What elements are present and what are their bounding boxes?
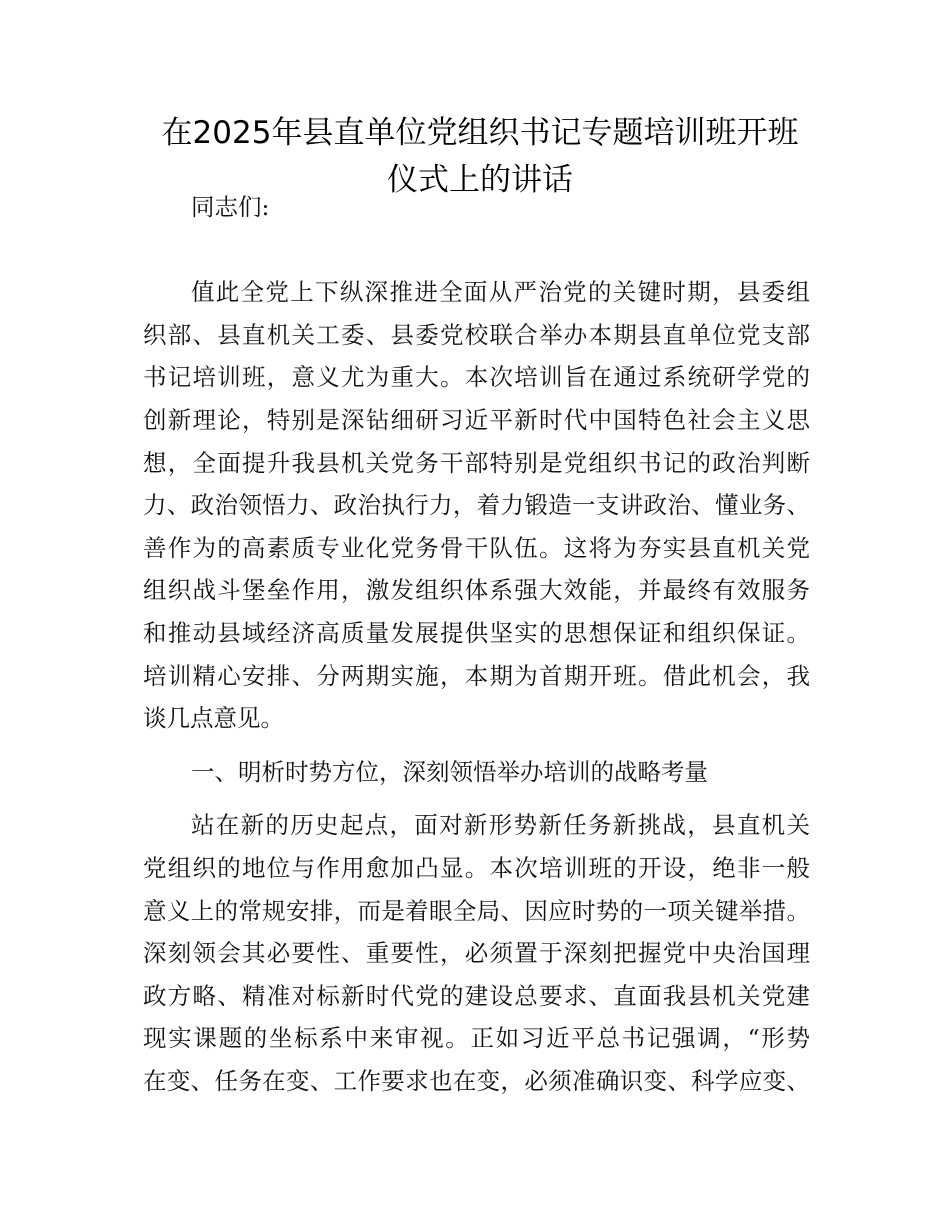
paragraph bbox=[143, 271, 810, 740]
text-line: 力、政治领悟力、政治执行力，着力锻造一支讲政治、懂业务、 bbox=[143, 491, 810, 520]
text-line: 书记培训班，意义尤为重大。本次培训旨在通过系统研学党的 bbox=[143, 363, 810, 392]
text-line: 深刻领会其必要性、重要性，必须置于深刻把握党中央治国理 bbox=[143, 939, 810, 968]
text-line: 在变、任务在变、工作要求也在变，必须准确识变、科学应变、 bbox=[143, 1066, 810, 1095]
document-body bbox=[143, 186, 810, 1102]
text-line: 想，全面提升我县机关党务干部特别是党组织书记的政治判断 bbox=[143, 448, 810, 477]
text-line: 善作为的高素质专业化党务骨干队伍。这将为夯实县直机关党 bbox=[143, 533, 810, 562]
text-line: 值此全党上下纵深推进全面从严治党的关键时期，县委组 bbox=[191, 278, 810, 307]
text-line: 织部、县直机关工委、县委党校联合举办本期县直单位党支部 bbox=[143, 320, 810, 349]
text-line: 培训精心安排、分两期实施，本期为首期开班。借此机会，我 bbox=[143, 661, 810, 690]
section-heading bbox=[143, 751, 810, 794]
document-title-line-1: 在2025年县直单位党组织书记专题培训班开班 bbox=[161, 115, 799, 151]
text-line: 现实课题的坐标系中来审视。正如习近平总书记强调，“形势 bbox=[143, 1024, 810, 1053]
salutation: 同志们: bbox=[191, 193, 270, 221]
paragraph bbox=[143, 804, 810, 1102]
document-title-line-2: 仪式上的讲话 bbox=[387, 162, 573, 198]
text-line: 一、明析时势方位，深刻领悟举办培训的战略考量 bbox=[191, 757, 708, 786]
text-line: 和推动县域经济高质量发展提供坚实的思想保证和组织保证。 bbox=[143, 618, 810, 647]
text-line: 组织战斗堡垒作用，激发组织体系强大效能，并最终有效服务 bbox=[143, 576, 810, 605]
text-line: 意义上的常规安排，而是着眼全局、因应时势的一项关键举措。 bbox=[143, 896, 810, 925]
text-line: 创新理论，特别是深钻细研习近平新时代中国特色社会主义思 bbox=[143, 405, 810, 434]
text-line: 党组织的地位与作用愈加凸显。本次培训班的开设，绝非一般 bbox=[143, 853, 810, 882]
text-line: 谈几点意见。 bbox=[143, 704, 284, 733]
text-line: 站在新的历史起点，面对新形势新任务新挑战，县直机关 bbox=[191, 811, 810, 840]
text-line: 政方略、精准对标新时代党的建设总要求、直面我县机关党建 bbox=[143, 981, 810, 1010]
